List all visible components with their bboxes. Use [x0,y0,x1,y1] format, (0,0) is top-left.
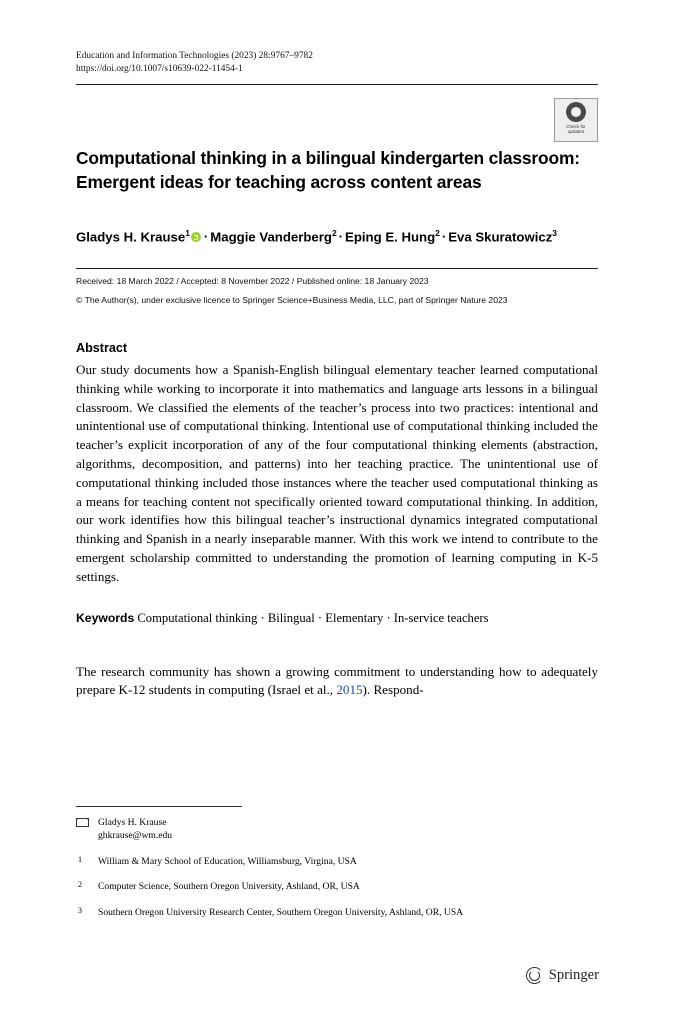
keywords-list: Computational thinking · Bilingual · Elementary · In-service teachers [137,610,489,625]
keywords-section [76,609,598,627]
corresponding-author [76,816,598,843]
footnote-area [76,806,598,920]
springer-mark-icon [526,967,543,984]
abstract-text: Our study documents how a Spanish-English bilingual elementary teacher learned computational thinking while working to incorporate it into mathematics and language arts lessons in a bilingual classroom. We classified the elements of the teacher’s process into two practices: intentional and unintentional use of computational thinking. Intentional use of computational thinking included the teacher’s explicit incorporation of any of the four computational thinking elements (abstraction, algorithms, decomposition, and patterns) into her teaching practice. The unintentional use of computational thinking included those instances where the teacher used computational thinking as a means for teaching content not specifically oriented toward computational thinking. In addition, our work identifies how this bilingual teacher’s instructional dynamics integrated computational thinking and Spanish in a nearly inseparable manner. With this work we intend to contribute to the emergent scholarship committed to understanding the promotion of learning computing in K-5 settings. [76,361,598,584]
author-separator: · [203,229,209,245]
keywords-label: Keywords [76,610,135,625]
corresponding-author-email[interactable]: ghkrause@wm.edu [98,830,173,842]
badge-line-2: updates [567,129,585,135]
page-content [76,50,598,700]
author-separator: · [338,229,344,245]
author-affiliation-marker: 1 [185,228,190,238]
publisher-logo [526,967,599,984]
author-list [76,224,598,246]
affiliation-number: 1 [78,854,82,864]
affiliation-item [76,880,598,894]
corresponding-author-name: Gladys H. Krause [98,817,167,828]
author-name[interactable]: Gladys H. Krause [76,229,186,245]
author-affiliation-marker: 2 [331,228,337,238]
author-name[interactable]: Eva Skuratowicz [448,229,553,245]
author-separator: · [441,229,447,245]
orcid-icon[interactable] [191,232,201,242]
journal-doi[interactable]: https://doi.org/10.1007/s10639-022-11454-1 [76,64,243,74]
body-text-before-citation: The research community has shown a growing commitment to understanding how to adequately prepare K-12 students in computing (Israel et al., [76,663,598,698]
body-text-after-citation: ). Respond- [362,682,424,698]
publisher-name: Springer [548,967,599,983]
author-name[interactable]: Maggie Vanderberg [210,229,332,245]
header-divider [76,84,598,85]
author-affiliation-marker: 2 [435,228,440,238]
affiliation-item [76,855,598,869]
journal-header [76,50,598,85]
body-first-paragraph [76,663,598,701]
author-affiliation-marker: 3 [552,228,557,238]
author-name[interactable]: Eping E. Hung [345,229,436,245]
affiliation-number: 3 [78,906,82,915]
affiliation-text: Southern Oregon University Research Center, Southern Oregon University, Ashland, OR, USA [98,907,464,918]
footnote-divider [76,806,242,807]
abstract-heading: Abstract [76,340,128,355]
affiliation-text: Computer Science, Southern Oregon University, Ashland, OR, USA [98,881,360,893]
updates-icon [566,102,586,122]
publication-dates: Received: 18 March 2022 / Accepted: 8 November 2022 / Published online: 18 January 2023 [76,276,429,287]
envelope-icon [76,818,89,827]
affiliation-text: William & Mary School of Education, Williamsburg, Virgina, USA [98,855,357,867]
check-for-updates-badge[interactable] [554,98,598,142]
affiliation-number: 2 [78,880,82,890]
copyright-statement: © The Author(s), under exclusive licence to Springer Science+Business Media, LLC, part of Springer Nature 2023 [76,295,508,306]
badge-line-1: Check for [566,124,586,129]
journal-citation: Education and Information Technologies (2023) 28:9767–9782 [76,51,313,61]
affiliation-item [76,906,598,920]
authors-divider [76,268,598,269]
citation-link[interactable]: 2015 [336,682,363,698]
page-title: Computational thinking in a bilingual kindergarten classroom: Emergent ideas for teaching across content areas [76,148,580,192]
